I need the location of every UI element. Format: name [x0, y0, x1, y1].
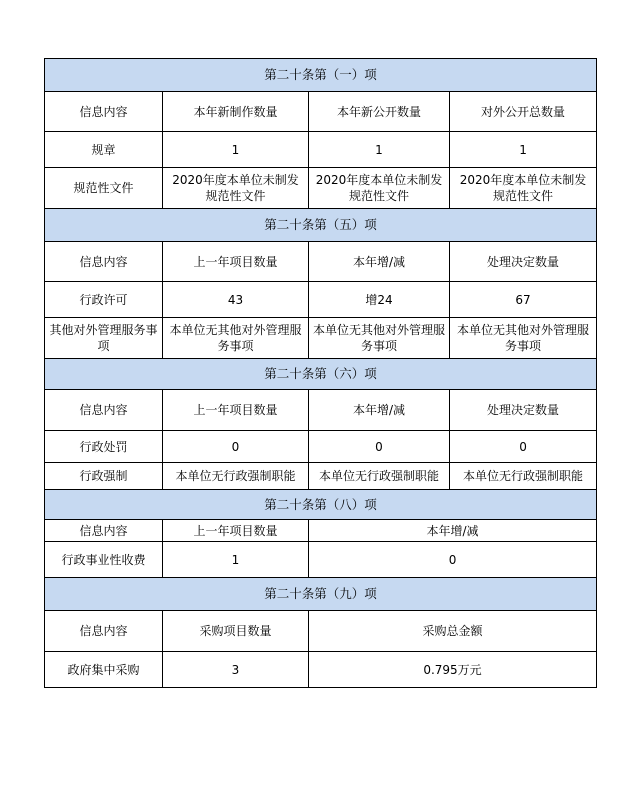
- table-cell: 2020年度本单位未制发规范性文件: [309, 168, 450, 209]
- column-header: 信息内容: [45, 390, 163, 431]
- column-header: 信息内容: [45, 520, 163, 542]
- section-title: 第二十条第（一）项: [45, 59, 597, 92]
- table-cell: 本单位无其他对外管理服务事项: [309, 318, 450, 359]
- row-label: 行政强制: [45, 463, 163, 490]
- table-row: [45, 168, 597, 209]
- table-cell: 2020年度本单位未制发规范性文件: [450, 168, 597, 209]
- column-header: 对外公开总数量: [450, 92, 597, 132]
- row-label: 其他对外管理服务事项: [45, 318, 163, 359]
- column-header: 本年增/减: [309, 390, 450, 431]
- table-cell: 本单位无行政强制职能: [309, 463, 450, 490]
- section-header-8: [45, 490, 597, 520]
- row-label: 规章: [45, 132, 163, 168]
- row-label: 行政处罚: [45, 431, 163, 463]
- column-header: 采购总金额: [309, 611, 597, 652]
- table-cell: 1: [450, 132, 597, 168]
- table-cell: 1: [163, 132, 309, 168]
- table-row: [45, 652, 597, 688]
- table-row: [45, 463, 597, 490]
- disclosure-table: [44, 58, 597, 688]
- table-row: [45, 431, 597, 463]
- column-header: 信息内容: [45, 242, 163, 282]
- table-cell: 0: [450, 431, 597, 463]
- section-title: 第二十条第（五）项: [45, 209, 597, 242]
- column-header-row: [45, 92, 597, 132]
- column-header: 上一年项目数量: [163, 242, 309, 282]
- table-row: [45, 132, 597, 168]
- row-label: 行政事业性收费: [45, 542, 163, 578]
- column-header-row: [45, 611, 597, 652]
- column-header: 采购项目数量: [163, 611, 309, 652]
- column-header: 本年新公开数量: [309, 92, 450, 132]
- table-cell: 2020年度本单位未制发规范性文件: [163, 168, 309, 209]
- row-label: 规范性文件: [45, 168, 163, 209]
- column-header: 本年增/减: [309, 242, 450, 282]
- column-header-row: [45, 242, 597, 282]
- section-header-9: [45, 578, 597, 611]
- column-header: 信息内容: [45, 92, 163, 132]
- column-header: 本年新制作数量: [163, 92, 309, 132]
- column-header: 处理决定数量: [450, 390, 597, 431]
- column-header-row: [45, 390, 597, 431]
- table-cell: 本单位无行政强制职能: [450, 463, 597, 490]
- table-cell: 本单位无其他对外管理服务事项: [163, 318, 309, 359]
- section-title: 第二十条第（八）项: [45, 490, 597, 520]
- column-header: 上一年项目数量: [163, 520, 309, 542]
- table-cell: 0.795万元: [309, 652, 597, 688]
- table-row: [45, 542, 597, 578]
- section-title: 第二十条第（六）项: [45, 359, 597, 390]
- table-cell: 0: [309, 542, 597, 578]
- column-header: 本年增/减: [309, 520, 597, 542]
- table-cell: 0: [163, 431, 309, 463]
- row-label: 行政许可: [45, 282, 163, 318]
- column-header: 信息内容: [45, 611, 163, 652]
- column-header: 处理决定数量: [450, 242, 597, 282]
- table-row: [45, 318, 597, 359]
- table-cell: 增24: [309, 282, 450, 318]
- section-header-6: [45, 359, 597, 390]
- row-label: 政府集中采购: [45, 652, 163, 688]
- section-header-1: [45, 59, 597, 92]
- table-cell: 本单位无其他对外管理服务事项: [450, 318, 597, 359]
- section-title: 第二十条第（九）项: [45, 578, 597, 611]
- table-cell: 1: [309, 132, 450, 168]
- table-row: [45, 282, 597, 318]
- column-header-row: [45, 520, 597, 542]
- table-cell: 67: [450, 282, 597, 318]
- table-cell: 本单位无行政强制职能: [163, 463, 309, 490]
- table-cell: 0: [309, 431, 450, 463]
- section-header-5: [45, 209, 597, 242]
- table-cell: 43: [163, 282, 309, 318]
- table-cell: 1: [163, 542, 309, 578]
- column-header: 上一年项目数量: [163, 390, 309, 431]
- table-cell: 3: [163, 652, 309, 688]
